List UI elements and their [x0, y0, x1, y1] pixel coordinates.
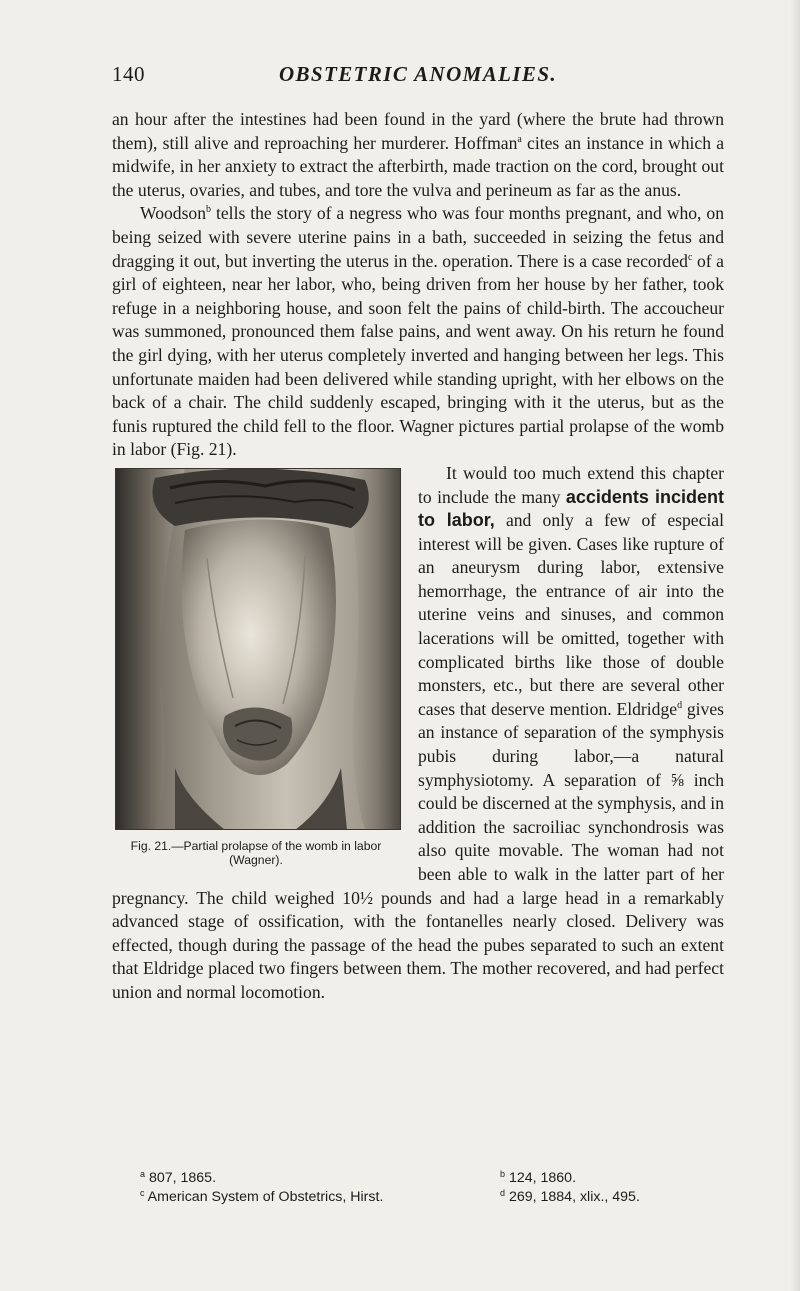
- body-text: [112, 108, 724, 1005]
- footnote-row-1: [140, 1169, 740, 1188]
- footnote-b-text: 124, 1860.: [505, 1170, 577, 1186]
- footnote-ref-b: b: [206, 204, 212, 216]
- footnote-b-mark: b: [500, 1169, 506, 1179]
- footnote-c: [140, 1188, 500, 1207]
- paragraph-3-text-b: and only a few of especial interest will be given. Cases like rupture of an aneurysm during labor, extensive hemorrhage, the entrance of air into the uterine veins and sinuses, and common lacerations will be omitted, together with complicated births like those of double monsters, etc., but there are several other cases that deserve mention. Eldridge: [418, 510, 724, 719]
- running-title: OBSTETRIC ANOMALIES.: [278, 62, 558, 86]
- prolapse-illustration: [115, 468, 401, 830]
- footnote-a: [140, 1169, 500, 1188]
- footnote-c-mark: c: [140, 1188, 145, 1198]
- bold-term-accidents: accidents incident to labor,: [418, 486, 724, 531]
- paragraph-1-text-b: cites an instance in which a midwife, in her anxiety to extract the afterbirth, made traction on the cord, brought out the uterus, ovaries, and tubes, and tore the vulva and perineum as far as the anus.: [112, 132, 725, 200]
- footnote-c-text: American System of Obstetrics, Hirst.: [144, 1189, 384, 1205]
- paragraph-2: [112, 202, 724, 462]
- footnote-a-mark: a: [140, 1169, 146, 1179]
- footnote-b: [500, 1169, 740, 1188]
- footnote-ref-d: d: [677, 699, 683, 711]
- paragraph-2-text-a: Woodson: [140, 203, 207, 224]
- figure-21-caption: Fig. 21.—Partial prolapse of the womb in labor (Wagner).: [130, 838, 382, 868]
- paragraph-3-text-c: gives an instance of separation of the symphysis pubis during labor,—a natural symphysiotomy. A separation of ⅝ inch could be discerned at the symphysis, and in addition the sacroiliac synchondrosis was also quite movable. The woman had not been able to walk in the latter part of her pregnancy. The child weighed 10½ pounds and had a large head in a remarkably advanced stage of ossification, with the fontanelles nearly closed. Delivery was effected, though during the passage of the head the pubes separated to such an extent that Eldridge placed two fingers between them. The mother recovered, and had perfect union and normal locomotion.: [112, 698, 724, 1002]
- paragraph-1: [112, 108, 724, 202]
- footnote-d-text: 269, 1884, xlix., 495.: [505, 1189, 640, 1205]
- paragraph-3-text-a: It would too much extend this chapter to include the many: [418, 462, 724, 507]
- footnote-d-mark: d: [500, 1188, 506, 1198]
- footnote-a-text: 807, 1865.: [145, 1170, 217, 1186]
- footnote-ref-c: c: [687, 251, 693, 263]
- page-number: 140: [112, 62, 145, 86]
- footnote-row-2: [140, 1188, 740, 1207]
- footnotes: [140, 1169, 740, 1207]
- paragraph-2-text-b: tells the story of a negress who was four months pregnant, and who, on being seized with severe uterine pains in a bath, succeeded in seizing the fetus and dragging it out, but inverting the uterus in the. operation. There is a case recorded: [112, 203, 724, 271]
- page-header: [112, 62, 724, 92]
- footnote-ref-a: a: [517, 133, 522, 145]
- paragraph-2-text-c: of a girl of eighteen, near her labor, who, being driven from her house by her father, took refuge in a neighboring house, and soon felt the pains of child-birth. The accoucheur was summoned, pronounced them false pains, and went away. On his return he found the girl dying, with her uterus completely inverted and hanging between her legs. This unfortunate maiden had been delivered while standing upright, with her elbows on the back of a chair. The child suddenly escaped, bringing with it the uterus, but as the funis ruptured the child fell to the floor. Wagner pictures partial prolapse of the womb in labor (Fig. 21).: [112, 250, 724, 460]
- figure-21-illustration: [115, 468, 401, 830]
- paragraph-1-text-a: an hour after the intestines had been found in the yard (where the brute had thrown them), still alive and reproaching her murderer. Hoffman: [112, 109, 724, 153]
- footnote-d: [500, 1188, 740, 1207]
- page-edge-shadow: [790, 0, 800, 1291]
- figure-21: [112, 462, 404, 868]
